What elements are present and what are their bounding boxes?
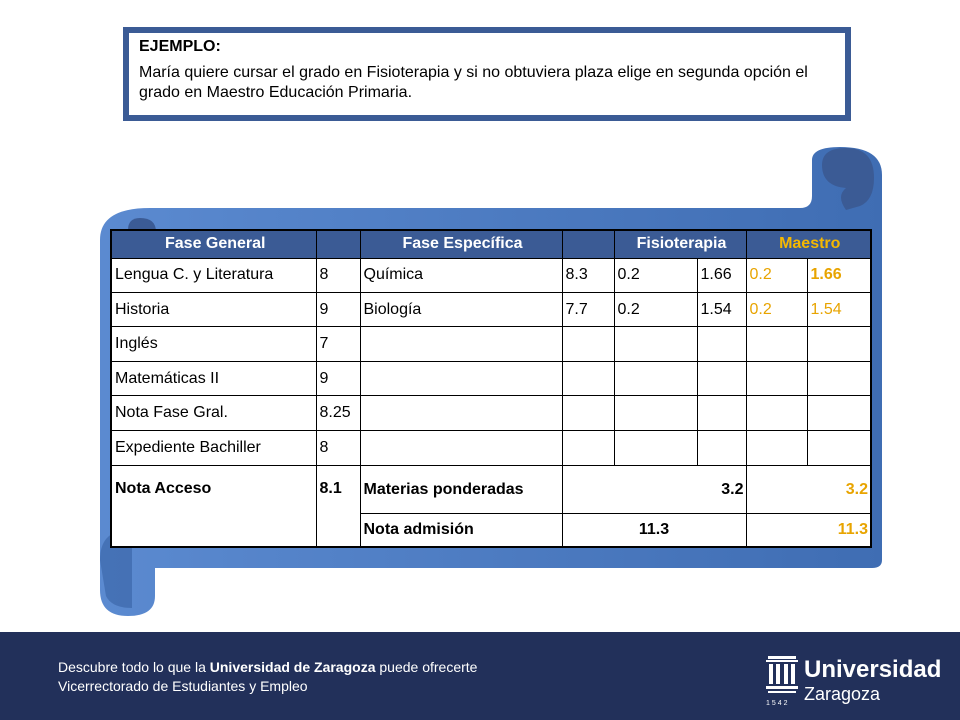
empty-cell (562, 396, 614, 430)
nota-acceso-label: Nota Acceso (111, 466, 316, 547)
subject-grade: 9 (316, 361, 360, 395)
table-header-row (111, 230, 871, 258)
header-fase-especifica: Fase Específica (360, 230, 562, 258)
maestro-points: 1.54 (807, 293, 871, 327)
empty-cell (614, 361, 697, 395)
grades-table (110, 229, 872, 548)
empty-cell (562, 361, 614, 395)
empty-cell (746, 361, 807, 395)
table-row (111, 430, 871, 465)
empty-cell (360, 327, 562, 361)
footer-department: Vicerrectorado de Estudiantes y Empleo (58, 678, 308, 694)
empty-cell (360, 361, 562, 395)
subject-name: Inglés (111, 327, 316, 361)
example-box (123, 27, 851, 121)
subject-grade: 8.25 (316, 396, 360, 430)
empty-cell (360, 430, 562, 465)
maestro-points: 1.66 (807, 258, 871, 292)
empty-cell (614, 327, 697, 361)
ponderadas-fisioterapia: 3.2 (562, 466, 746, 514)
logo-name: Universidad (804, 656, 942, 683)
table-row (111, 396, 871, 430)
header-fase-general: Fase General (111, 230, 316, 258)
logo-year: 1542 (766, 700, 790, 707)
spec-subject-name: Biología (360, 293, 562, 327)
empty-cell (807, 361, 871, 395)
footer-tagline-pre: Descubre todo lo que la (58, 659, 210, 675)
university-crest-icon (764, 654, 800, 700)
subject-grade: 7 (316, 327, 360, 361)
spec-subject-grade: 8.3 (562, 258, 614, 292)
subject-name: Expediente Bachiller (111, 430, 316, 465)
table-row-acceso (111, 466, 871, 514)
subject-name: Lengua C. y Literatura (111, 258, 316, 292)
footer-tagline (58, 659, 477, 675)
admision-maestro: 11.3 (746, 514, 871, 547)
fisioterapia-weight: 0.2 (614, 258, 697, 292)
example-inner (129, 33, 845, 115)
subject-grade: 9 (316, 293, 360, 327)
admision-fisioterapia: 11.3 (562, 514, 746, 547)
example-title: EJEMPLO: (139, 38, 221, 55)
header-fisioterapia: Fisioterapia (614, 230, 746, 258)
table-row (111, 258, 871, 292)
nota-admision-label: Nota admisión (360, 514, 562, 547)
empty-cell (614, 430, 697, 465)
university-logo (762, 654, 942, 712)
nota-acceso-value: 8.1 (316, 466, 360, 547)
spec-subject-grade: 7.7 (562, 293, 614, 327)
empty-cell (746, 327, 807, 361)
footer-tagline-university: Universidad de Zaragoza (209, 659, 376, 675)
empty-cell (562, 430, 614, 465)
empty-cell (746, 396, 807, 430)
ponderadas-maestro: 3.2 (746, 466, 871, 514)
empty-cell (360, 396, 562, 430)
table-row (111, 361, 871, 395)
subject-grade: 8 (316, 258, 360, 292)
empty-cell (697, 396, 746, 430)
empty-cell (697, 361, 746, 395)
fisioterapia-points: 1.66 (697, 258, 746, 292)
header-maestro: Maestro (746, 230, 871, 258)
maestro-weight: 0.2 (746, 258, 807, 292)
spec-subject-name: Química (360, 258, 562, 292)
empty-cell (562, 327, 614, 361)
table-row (111, 293, 871, 327)
subject-name: Historia (111, 293, 316, 327)
empty-cell (697, 430, 746, 465)
empty-cell (807, 327, 871, 361)
empty-cell (807, 396, 871, 430)
example-text: María quiere cursar el grado en Fisioterapia y si no obtuviera plaza elige en segunda opción el grado en Maestro Educación Primaria. (139, 64, 808, 101)
table-row (111, 327, 871, 361)
header-blank (316, 230, 360, 258)
empty-cell (746, 430, 807, 465)
fisioterapia-weight: 0.2 (614, 293, 697, 327)
footer-tagline-post: puede ofrecerte (375, 659, 478, 675)
subject-name: Nota Fase Gral. (111, 396, 316, 430)
footer-bar (0, 632, 960, 720)
empty-cell (697, 327, 746, 361)
subject-grade: 8 (316, 430, 360, 465)
empty-cell (807, 430, 871, 465)
materias-ponderadas-label: Materias ponderadas (360, 466, 562, 514)
maestro-weight: 0.2 (746, 293, 807, 327)
fisioterapia-points: 1.54 (697, 293, 746, 327)
subject-name: Matemáticas II (111, 361, 316, 395)
empty-cell (614, 396, 697, 430)
logo-city: Zaragoza (804, 684, 881, 704)
header-blank (562, 230, 614, 258)
